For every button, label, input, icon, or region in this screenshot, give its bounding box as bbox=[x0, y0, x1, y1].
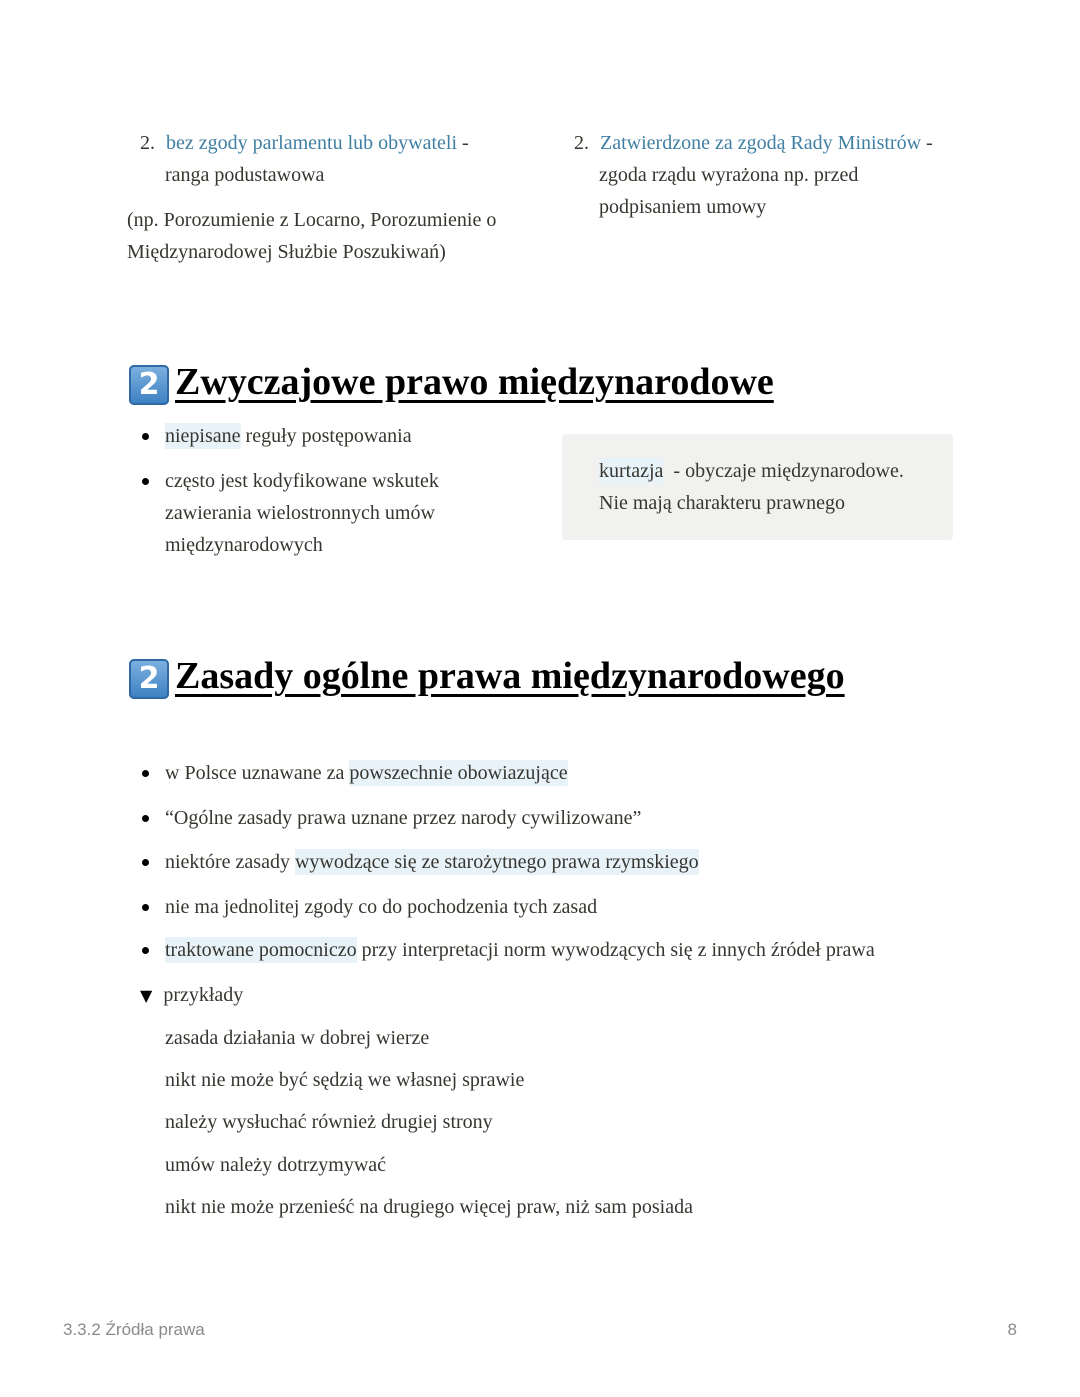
list-item: nie ma jednolitej zgody co do pochodzenia tych zasad bbox=[165, 896, 598, 918]
right-item-title: Zatwierdzone za zgodą Rady Ministrów bbox=[600, 132, 922, 154]
keycap-2-icon: 2 bbox=[129, 365, 169, 405]
list-item: “Ogólne zasady prawa uznane przez narody cywilizowane” bbox=[165, 807, 642, 829]
toggle-item: należy wysłuchać również drugiej strony bbox=[165, 1111, 493, 1133]
right-list-item bbox=[574, 127, 933, 159]
right-item-text-line2: podpisaniem umowy bbox=[599, 196, 767, 218]
callout-text: - obyczaje międzynarodowe. bbox=[663, 460, 904, 482]
footer-title: 3.3.2 Źródła prawa bbox=[63, 1320, 205, 1339]
highlighted-text: traktowane pomocniczo bbox=[165, 939, 357, 961]
toggle-examples[interactable] bbox=[140, 979, 243, 1012]
highlighted-text: niepisane bbox=[165, 425, 241, 447]
keycap-2-icon: 2 bbox=[129, 659, 169, 699]
list-number: 2. bbox=[574, 132, 589, 154]
list-item-line: często jest kodyfikowane wskutek bbox=[165, 470, 439, 492]
highlighted-text: powszechnie obowiazujące bbox=[349, 762, 568, 784]
bullet-icon bbox=[142, 433, 149, 440]
list-item bbox=[165, 934, 875, 966]
list-item-text: przy interpretacji norm wywodzących się z innych źródeł prawa bbox=[356, 939, 875, 961]
left-example-line2: Międzynarodowej Służbie Poszukiwań) bbox=[127, 241, 446, 263]
list-item bbox=[165, 846, 699, 878]
bullet-icon bbox=[142, 815, 149, 822]
left-item-title: bez zgody parlamentu lub obywateli bbox=[166, 132, 458, 154]
list-item bbox=[165, 420, 412, 452]
toggle-item: umów należy dotrzymywać bbox=[165, 1154, 387, 1176]
section-title: Zasady ogólne prawa międzynarodowego bbox=[175, 655, 845, 697]
page-number: 8 bbox=[1007, 1320, 1017, 1339]
left-item-text: ranga podustawowa bbox=[165, 164, 325, 186]
bullet-icon bbox=[142, 478, 149, 485]
bullet-icon bbox=[142, 904, 149, 911]
list-item bbox=[165, 757, 568, 789]
toggle-label[interactable]: przykłady bbox=[163, 984, 244, 1006]
toggle-item: nikt nie może przenieść na drugiego więcej praw, niż sam posiada bbox=[165, 1196, 693, 1218]
highlighted-text: wywodzące się ze starożytnego prawa rzymskiego bbox=[294, 851, 699, 873]
toggle-item: nikt nie może być sędzią we własnej sprawie bbox=[165, 1069, 525, 1091]
left-list-item bbox=[140, 127, 469, 159]
callout-line1 bbox=[599, 455, 904, 487]
left-item-dash: - bbox=[457, 132, 469, 154]
toggle-arrow-icon[interactable]: ▼ bbox=[140, 986, 153, 1005]
highlighted-text: kurtazja bbox=[599, 460, 664, 482]
list-number: 2. bbox=[140, 132, 155, 154]
bullet-icon bbox=[142, 947, 149, 954]
section-title: Zwyczajowe prawo międzynarodowe bbox=[175, 361, 774, 403]
list-item-line: międzynarodowych bbox=[165, 534, 323, 556]
left-example-line1: (np. Porozumienie z Locarno, Porozumienie o bbox=[127, 209, 497, 231]
callout-line2: Nie mają charakteru prawnego bbox=[599, 492, 845, 514]
section-heading-general-principles bbox=[129, 654, 845, 703]
list-item-line: zawierania wielostronnych umów bbox=[165, 502, 435, 524]
toggle-item: zasada działania w dobrej wierze bbox=[165, 1027, 430, 1049]
right-item-text-line1: zgoda rządu wyrażona np. przed bbox=[599, 164, 859, 186]
right-item-dash: - bbox=[921, 132, 933, 154]
bullet-icon bbox=[142, 770, 149, 777]
section-heading-customary-law bbox=[129, 360, 774, 409]
list-item-text: w Polsce uznawane za bbox=[165, 762, 350, 784]
list-item-text: niektóre zasady bbox=[165, 851, 295, 873]
list-item-text: reguły postępowania bbox=[240, 425, 412, 447]
bullet-icon bbox=[142, 859, 149, 866]
